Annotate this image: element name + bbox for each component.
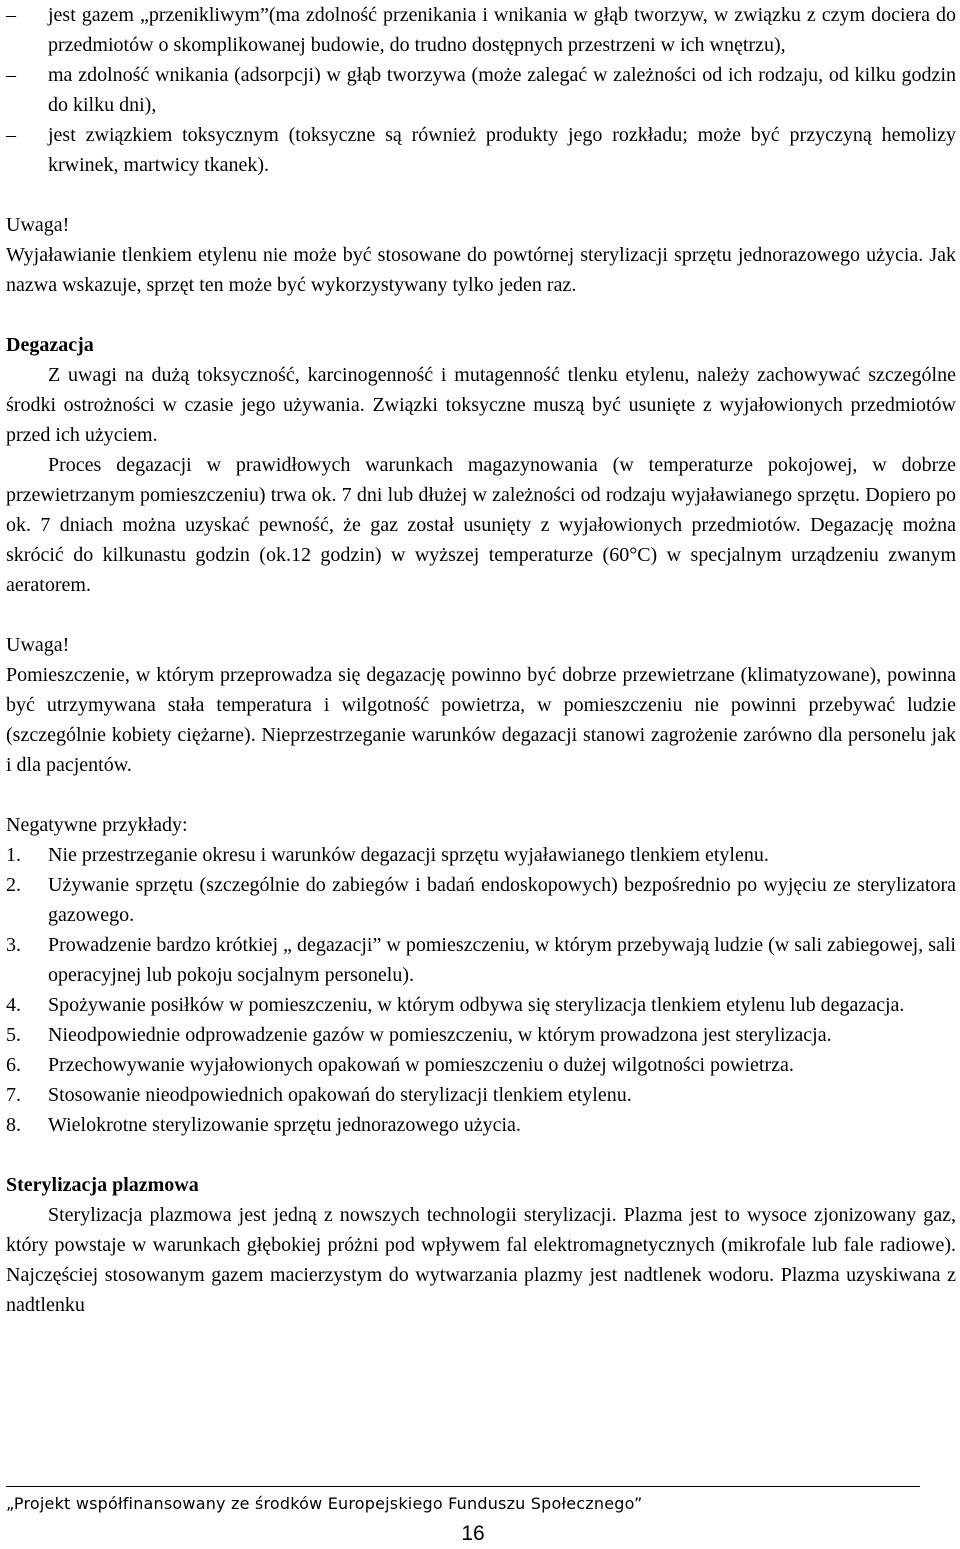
list-item (6, 1050, 956, 1080)
list-item-text: Nieodpowiednie odprowadzenie gazów w pomieszczeniu, w którym prowadzona jest sterylizacja. (48, 1024, 832, 1046)
plazmowa-paragraph: Sterylizacja plazmowa jest jedną z nowszych technologii sterylizacji. Plazma jest to wysoce zjonizowany gaz, który powstaje w warunkach głębokiej próżni pod wpływem fal elektromagnetycznych (mikrofale lub fale radiowe). Najczęściej stosowanym gazem macierzystym do wytwarzania plazmy jest nadtlenek wodoru. Plazma uzyskiwana z nadtlenku (6, 1204, 956, 1316)
list-item (6, 120, 956, 180)
item-number: 1. (6, 844, 21, 866)
list-item-text: Używanie sprzętu (szczególnie do zabiegów i badań endoskopowych) bezpośrednio po wyjęciu ze sterylizatora gazowego. (48, 874, 956, 926)
warning-label: Uwaga! (6, 214, 70, 236)
warning-text: Pomieszczenie, w którym przeprowadza się degazację powinno być dobrze przewietrzane (klimatyzowane), powinna być utrzymywana stała temperatura i wilgotność powietrza, w pomieszczeniu nie powinni przebywać ludzie (szczególnie kobiety ciężarne). Nieprzestrzeganie warunków degazacji stanowi zagrożenie zarówno dla personelu jak i dla pacjentów. (6, 664, 956, 776)
list-item-text: Prowadzenie bardzo krótkiej „ degazacji” w pomieszczeniu, w którym przebywają ludzie (w sali zabiegowej, sali operacyjnej lub pokoju socjalnym personelu). (48, 934, 956, 986)
list-item (6, 60, 956, 120)
list-item (6, 990, 956, 1020)
spacer (6, 1140, 956, 1170)
degazacja-paragraph: Z uwagi na dużą toksyczność, karcinogenność i mutagenność tlenku etylenu, należy zachowywać szczególne środki ostrożności w czasie jego używania. Związki toksyczne muszą być usunięte z wyjałowionych przedmiotów przed ich użyciem. (6, 364, 956, 446)
footer-project-note: „Projekt współfinansowany ze środków Europejskiego Funduszu Społecznego” (6, 1494, 643, 1513)
list-item-text: jest związkiem toksycznym (toksyczne są również produkty jego rozkładu; może być przyczyną hemolizy krwinek, martwicy tkanek). (48, 124, 956, 176)
list-item-text: Nie przestrzeganie okresu i warunków degazacji sprzętu wyjaławianego tlenkiem etylenu. (48, 844, 769, 866)
list-item (6, 1110, 956, 1140)
negative-examples-list (6, 840, 956, 1140)
spacer (6, 600, 956, 630)
item-number: 8. (6, 1114, 21, 1136)
footer-divider (6, 1486, 920, 1487)
spacer (6, 180, 956, 210)
list-item-text: Spożywanie posiłków w pomieszczeniu, w którym odbywa się sterylizacja tlenkiem etylenu lub degazacja. (48, 994, 905, 1016)
item-number: 5. (6, 1024, 21, 1046)
dash-marker: – (6, 4, 16, 26)
item-number: 3. (6, 934, 21, 956)
list-item-text: Stosowanie nieodpowiednich opakowań do sterylizacji tlenkiem etylenu. (48, 1084, 632, 1106)
dash-marker: – (6, 64, 16, 86)
negative-examples-label: Negatywne przykłady: (6, 814, 188, 836)
item-number: 2. (6, 874, 21, 896)
item-number: 7. (6, 1084, 21, 1106)
property-list (6, 0, 956, 180)
list-item (6, 840, 956, 870)
section-heading-plazmowa: Sterylizacja plazmowa (6, 1174, 199, 1196)
item-number: 4. (6, 994, 21, 1016)
degazacja-paragraph: Proces degazacji w prawidłowych warunkach magazynowania (w temperaturze pokojowej, w dobrze przewietrzanym pomieszczeniu) trwa ok. 7 dni lub dłużej w zależności od rodzaju wyjaławianego sprzętu. Dopiero po ok. 7 dniach można uzyskać pewność, że gaz został usunięty z wyjałowionych przedmiotów. Degazację można skrócić do kilkunastu godzin (ok.12 godzin) w wyższej temperaturze (60°C) w specjalnym urządzeniu zwanym aeratorem. (6, 454, 956, 596)
document-page (6, 0, 956, 1320)
warning-text: Wyjaławianie tlenkiem etylenu nie może być stosowane do powtórnej sterylizacji sprzętu jednorazowego użycia. Jak nazwa wskazuje, sprzęt ten może być wykorzystywany tylko jeden raz. (6, 244, 956, 296)
dash-marker: – (6, 124, 16, 146)
item-number: 6. (6, 1054, 21, 1076)
list-item-text: Wielokrotne sterylizowanie sprzętu jednorazowego użycia. (48, 1114, 521, 1136)
list-item (6, 0, 956, 60)
page-number: 16 (461, 1522, 485, 1545)
list-item (6, 870, 956, 930)
section-heading-degazacja: Degazacja (6, 334, 94, 356)
list-item-text: Przechowywanie wyjałowionych opakowań w pomieszczeniu o dużej wilgotności powietrza. (48, 1054, 794, 1076)
list-item (6, 930, 956, 990)
spacer (6, 780, 956, 810)
list-item-text: ma zdolność wnikania (adsorpcji) w głąb tworzywa (może zalegać w zależności od ich rodzaju, od kilku godzin do kilku dni), (48, 64, 956, 116)
warning-label: Uwaga! (6, 634, 70, 656)
list-item-text: jest gazem „przenikliwym”(ma zdolność przenikania i wnikania w głąb tworzyw, w związku z czym dociera do przedmiotów o skomplikowanej budowie, do trudno dostępnych przestrzeni w ich wnętrzu), (48, 4, 956, 56)
list-item (6, 1080, 956, 1110)
list-item (6, 1020, 956, 1050)
spacer (6, 300, 956, 330)
